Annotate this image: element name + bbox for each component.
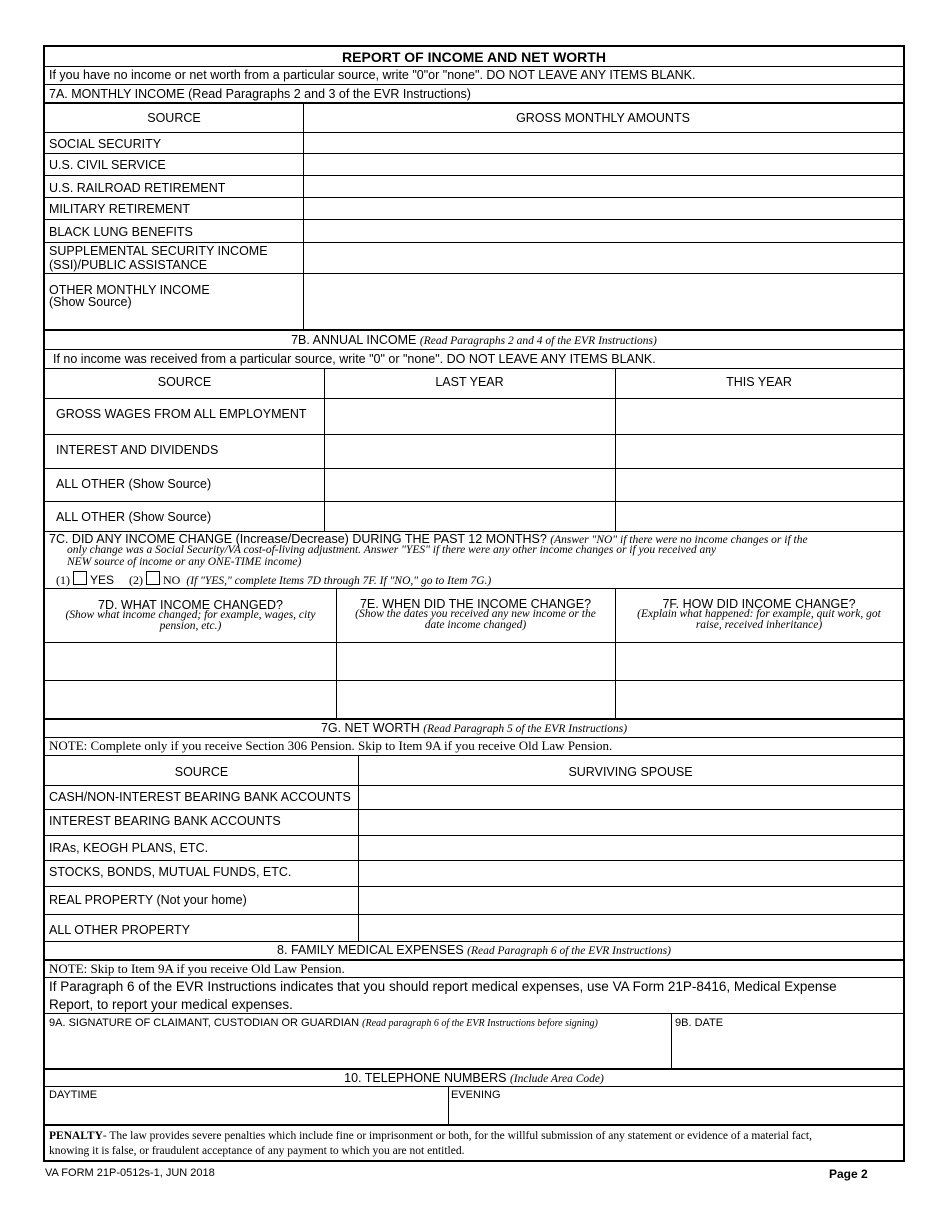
change-options: (1) YES (2) NO (If "YES," complete Items 7D through 7F. If "NO," go to Item 7G.): [56, 573, 492, 587]
what-changed-field[interactable]: [45, 681, 336, 718]
report-form: [43, 45, 905, 1162]
networth-spouse-field[interactable]: [359, 915, 903, 941]
what-changed-note-2: pension, etc.): [159, 620, 222, 632]
annual-this-year-field[interactable]: [616, 435, 903, 468]
networth-row-label: IRAs, KEOGH PLANS, ETC.: [49, 841, 209, 855]
date-label: 9B. DATE: [675, 1017, 724, 1029]
networth-row-label: REAL PROPERTY (Not your home): [49, 893, 247, 907]
signature-field[interactable]: [45, 1014, 671, 1068]
when-changed-note-1: (Show the dates you received any new income or the: [355, 608, 596, 620]
other-monthly-amount-field[interactable]: [304, 274, 903, 329]
monthly-amount-field[interactable]: [304, 133, 903, 153]
monthly-amount-field[interactable]: [304, 220, 903, 242]
annual-last-year-field[interactable]: [325, 502, 615, 531]
medical-text-1: If Paragraph 6 of the EVR Instructions indicates that you should report medical expenses, use VA Form 21P-8416, Medical Expense: [49, 979, 837, 994]
networth-row-label: CASH/NON-INTEREST BEARING BANK ACCOUNTS: [49, 790, 351, 804]
monthly-amount-field[interactable]: [304, 198, 903, 219]
monthly-amount-field[interactable]: [304, 176, 903, 197]
phone-heading: 10. TELEPHONE NUMBERS (Include Area Code): [344, 1071, 604, 1085]
change-note-2: only change was a Social Security/VA cost-of-living adjustment. Answer "YES" if there were any other income changes or if you received any: [67, 544, 717, 556]
annual-row-label: ALL OTHER (Show Source): [56, 510, 212, 524]
ssi-label-2: (SSI)/PUBLIC ASSISTANCE: [49, 258, 208, 272]
monthly-row-label: U.S. CIVIL SERVICE: [49, 158, 166, 172]
monthly-row-label: MILITARY RETIREMENT: [49, 202, 190, 216]
what-changed-note-1: (Show what income changed; for example, wages, city: [65, 609, 316, 621]
annual-row-label: ALL OTHER (Show Source): [56, 477, 212, 491]
ssi-amount-field[interactable]: [304, 243, 903, 273]
annual-heading: 7B. ANNUAL INCOME (Read Paragraphs 2 and 4 of the EVR Instructions): [291, 333, 657, 347]
annual-row-label: INTEREST AND DIVIDENDS: [56, 443, 219, 457]
no-checkbox[interactable]: [146, 571, 160, 585]
when-changed-heading: 7E. WHEN DID THE INCOME CHANGE?: [359, 597, 592, 611]
annual-last-year-field[interactable]: [325, 399, 615, 434]
annual-last-year-field[interactable]: [325, 469, 615, 501]
networth-row-label: STOCKS, BONDS, MUTUAL FUNDS, ETC.: [49, 865, 292, 879]
medical-text-2: Report, to report your medical expenses.: [49, 997, 293, 1012]
page-number: Page 2: [829, 1167, 868, 1181]
form-title: REPORT OF INCOME AND NET WORTH: [342, 49, 606, 65]
what-changed-field[interactable]: [45, 643, 336, 680]
change-question: 7C. DID ANY INCOME CHANGE (Increase/Decrease) DURING THE PAST 12 MONTHS? (Answer "NO" if there were no income changes or if the: [49, 532, 808, 546]
penalty-text-2: knowing it is false, or fraudulent acceptance of any payment to which you are not entitled.: [49, 1145, 465, 1157]
annual-col-this-year: THIS YEAR: [726, 375, 792, 389]
how-changed-field[interactable]: [616, 681, 903, 718]
how-changed-heading: 7F. HOW DID INCOME CHANGE?: [662, 597, 856, 611]
yes-checkbox[interactable]: [73, 571, 87, 585]
change-note-3: NEW source of income or any ONE-TIME income): [67, 556, 302, 568]
daytime-label: DAYTIME: [49, 1089, 98, 1101]
annual-last-year-field[interactable]: [325, 435, 615, 468]
annual-row-label: GROSS WAGES FROM ALL EMPLOYMENT: [56, 407, 307, 421]
medical-note: NOTE: Skip to Item 9A if you receive Old Law Pension.: [49, 961, 345, 976]
what-changed-heading: 7D. WHAT INCOME CHANGED?: [98, 598, 283, 612]
networth-spouse-field[interactable]: [359, 810, 903, 835]
networth-row-label: ALL OTHER PROPERTY: [49, 923, 191, 937]
annual-col-source: SOURCE: [157, 375, 212, 389]
networth-row-label: INTEREST BEARING BANK ACCOUNTS: [49, 814, 281, 828]
ssi-label-1: SUPPLEMENTAL SECURITY INCOME: [49, 244, 268, 258]
annual-this-year-field[interactable]: [616, 469, 903, 501]
form-id: VA FORM 21P-0512s-1, JUN 2018: [45, 1167, 215, 1179]
form-intro: If you have no income or net worth from a particular source, write "0"or "none". DO NOT LEAVE ANY ITEMS BLANK.: [49, 68, 696, 82]
monthly-col-amount: GROSS MONTHLY AMOUNTS: [516, 111, 690, 125]
evening-label: EVENING: [451, 1089, 501, 1101]
date-field[interactable]: [672, 1014, 903, 1068]
networth-spouse-field[interactable]: [359, 836, 903, 860]
networth-note: NOTE: Complete only if you receive Section 306 Pension. Skip to Item 9A if you receive Old Law Pension.: [49, 738, 613, 753]
monthly-heading: 7A. MONTHLY INCOME (Read Paragraphs 2 and 3 of the EVR Instructions): [49, 87, 471, 101]
networth-spouse-field[interactable]: [359, 786, 903, 809]
signature-label: 9A. SIGNATURE OF CLAIMANT, CUSTODIAN OR GUARDIAN (Read paragraph 6 of the EVR Instructions before signing): [49, 1017, 598, 1029]
other-monthly-label-2: (Show Source): [49, 295, 132, 309]
when-changed-note-2: date income changed): [424, 619, 527, 631]
annual-this-year-field[interactable]: [616, 399, 903, 434]
annual-this-year-field[interactable]: [616, 502, 903, 531]
other-monthly-label-1: OTHER MONTHLY INCOME: [49, 283, 210, 297]
how-changed-note-2: raise, received inheritance): [695, 619, 823, 631]
evening-phone-field[interactable]: [449, 1087, 903, 1124]
annual-intro: If no income was received from a particular source, write "0" or "none". DO NOT LEAVE ANY ITEMS BLANK.: [53, 352, 656, 366]
networth-heading: 7G. NET WORTH (Read Paragraph 5 of the EVR Instructions): [320, 721, 628, 735]
networth-col-source: SOURCE: [174, 765, 229, 779]
medical-heading: 8. FAMILY MEDICAL EXPENSES (Read Paragraph 6 of the EVR Instructions): [277, 943, 671, 957]
networth-spouse-field[interactable]: [359, 861, 903, 886]
networth-spouse-field[interactable]: [359, 887, 903, 914]
when-changed-field[interactable]: [337, 643, 615, 680]
networth-col-spouse: SURVIVING SPOUSE: [568, 765, 693, 779]
monthly-row-label: SOCIAL SECURITY: [49, 137, 162, 151]
monthly-col-source: SOURCE: [147, 111, 201, 125]
penalty-text-1: PENALTY- The law provides severe penalties which include fine or imprisonment or both, for the willful submission of any statement or evidence of a material fact,: [49, 1130, 812, 1142]
monthly-row-label: U.S. RAILROAD RETIREMENT: [49, 181, 226, 195]
daytime-phone-field[interactable]: [45, 1087, 448, 1124]
when-changed-field[interactable]: [337, 681, 615, 718]
how-changed-note-1: (Explain what happened: for example, quit work, got: [637, 608, 881, 620]
monthly-amount-field[interactable]: [304, 154, 903, 175]
annual-col-last-year: LAST YEAR: [435, 375, 504, 389]
monthly-row-label: BLACK LUNG BENEFITS: [49, 225, 193, 239]
how-changed-field[interactable]: [616, 643, 903, 680]
